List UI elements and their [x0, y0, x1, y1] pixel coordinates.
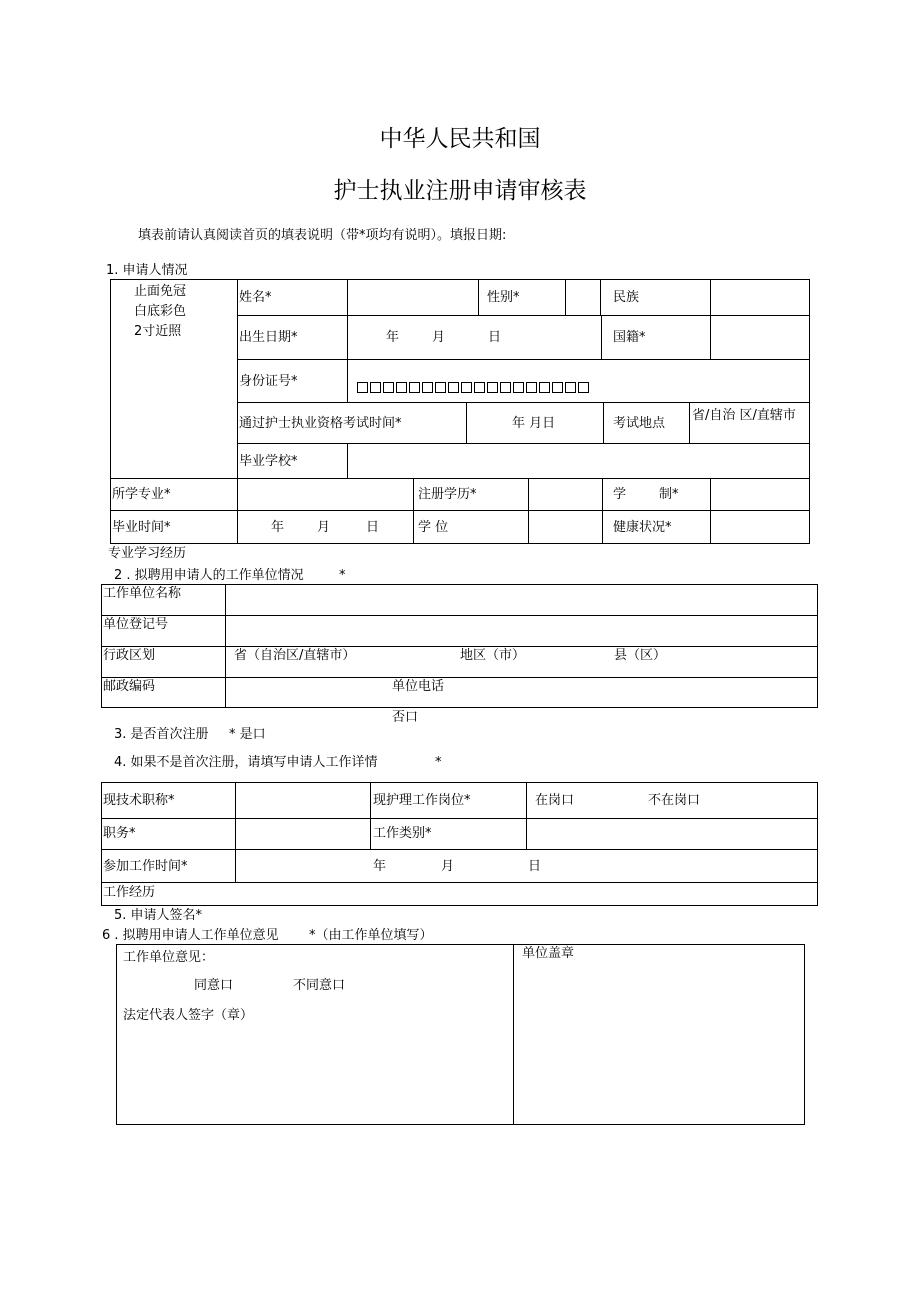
province-label: 省/自治 区/直辖市	[692, 408, 796, 423]
section1-heading: 1. 申请人情况	[106, 263, 188, 278]
exam-place-label: 考试地点	[613, 416, 666, 431]
postcode-label: 邮政编码	[103, 679, 156, 694]
photo-text: 白底彩色	[134, 304, 187, 319]
unit-phone-label: 单位电话	[392, 679, 445, 694]
section4-heading: 4. 如果不是首次注册，请填写申请人工作详情	[114, 755, 378, 770]
schooling-label-a: 学	[613, 487, 627, 502]
admin-division-label: 行政区划	[103, 648, 156, 663]
work-start-label: 参加工作时间*	[103, 859, 188, 874]
id-digit-box[interactable]	[396, 382, 407, 393]
id-digit-box[interactable]	[513, 382, 524, 393]
off-post-option[interactable]: 不在岗口	[648, 793, 701, 808]
section2-heading: 2 . 拟聘用申请人的工作单位情况	[114, 568, 304, 583]
section6-heading: 6 . 拟聘用申请人工作单位意见	[102, 928, 279, 943]
disagree-option[interactable]: 不同意口	[293, 978, 346, 993]
id-number-boxes[interactable]	[357, 377, 591, 389]
county-label: 县（区）	[614, 648, 667, 663]
birth-date-label: 出生日期*	[239, 330, 298, 345]
study-history-label: 专业学习经历	[108, 546, 187, 561]
day-label: 日	[366, 520, 380, 535]
id-digit-box[interactable]	[383, 382, 394, 393]
nursing-post-label: 现护理工作岗位*	[373, 793, 471, 808]
month-label: 月	[441, 859, 455, 874]
ethnicity-label: 民族	[613, 290, 640, 305]
province-label: 省（自治区/直辖市）	[234, 648, 356, 663]
on-post-option[interactable]: 在岗口	[535, 793, 575, 808]
school-label: 毕业学校*	[239, 454, 298, 469]
id-digit-box[interactable]	[487, 382, 498, 393]
year-label: 年	[373, 859, 387, 874]
id-digit-box[interactable]	[422, 382, 433, 393]
work-type-label: 工作类别*	[373, 826, 432, 841]
id-digit-box[interactable]	[357, 382, 368, 393]
id-digit-box[interactable]	[370, 382, 381, 393]
id-digit-box[interactable]	[461, 382, 472, 393]
month-label: 月	[317, 520, 331, 535]
day-label: 日	[528, 859, 542, 874]
region-label: 地区（市）	[460, 648, 526, 663]
id-digit-box[interactable]	[409, 382, 420, 393]
major-label: 所学专业*	[112, 487, 171, 502]
section6-note: *（由工作单位填写）	[309, 928, 433, 943]
degree-label: 学 位	[418, 520, 449, 535]
first-registration-yes[interactable]: * 是口	[229, 727, 266, 742]
legal-rep-signature-label: 法定代表人签字（章）	[123, 1008, 254, 1023]
id-digit-box[interactable]	[474, 382, 485, 393]
gender-label: 性别*	[487, 290, 520, 305]
photo-text: 2寸近照	[134, 324, 182, 339]
month-label: 月	[432, 330, 446, 345]
required-star: *	[435, 755, 442, 770]
id-digit-box[interactable]	[500, 382, 511, 393]
grad-time-label: 毕业时间*	[112, 520, 171, 535]
unit-name-label: 工作单位名称	[103, 586, 182, 601]
section3-heading: 3. 是否首次注册	[114, 727, 209, 742]
unit-reg-label: 单位登记号	[103, 617, 169, 632]
education-label: 注册学历*	[418, 487, 477, 502]
id-digit-box[interactable]	[448, 382, 459, 393]
required-star: *	[339, 568, 346, 583]
year-label: 年	[271, 520, 285, 535]
id-digit-box[interactable]	[435, 382, 446, 393]
photo-text: 止面免冠	[134, 284, 187, 299]
section5-heading: 5. 申请人签名*	[114, 908, 203, 923]
page-title: 中华人民共和国	[379, 126, 541, 152]
health-label: 健康状况*	[613, 520, 672, 535]
intro-text: 填表前请认真阅读首页的填表说明（带*项均有说明）。填报日期:	[138, 228, 507, 243]
name-label: 姓名*	[239, 290, 272, 305]
year-label: 年	[386, 330, 400, 345]
exam-time-label: 通过护士执业资格考试时间*	[239, 416, 402, 431]
id-digit-box[interactable]	[565, 382, 576, 393]
id-number-label: 身份证号*	[239, 374, 298, 389]
form-title: 护士执业注册申请审核表	[333, 178, 587, 204]
first-registration-no[interactable]: 否口	[392, 710, 419, 725]
unit-seal-label: 单位盖章	[522, 946, 575, 961]
exam-date-label: 年 月日	[512, 416, 556, 431]
id-digit-box[interactable]	[539, 382, 550, 393]
day-label: 日	[488, 330, 502, 345]
id-digit-box[interactable]	[552, 382, 563, 393]
schooling-label-b: 制*	[659, 487, 679, 502]
duty-label: 职务*	[103, 826, 136, 841]
nationality-label: 国籍*	[613, 330, 646, 345]
id-digit-box[interactable]	[526, 382, 537, 393]
tech-title-label: 现技术职称*	[103, 793, 175, 808]
agree-option[interactable]: 同意口	[194, 978, 234, 993]
id-digit-box[interactable]	[578, 382, 589, 393]
opinion-label: 工作单位意见：	[123, 950, 215, 965]
work-history-label: 工作经历	[103, 885, 156, 900]
